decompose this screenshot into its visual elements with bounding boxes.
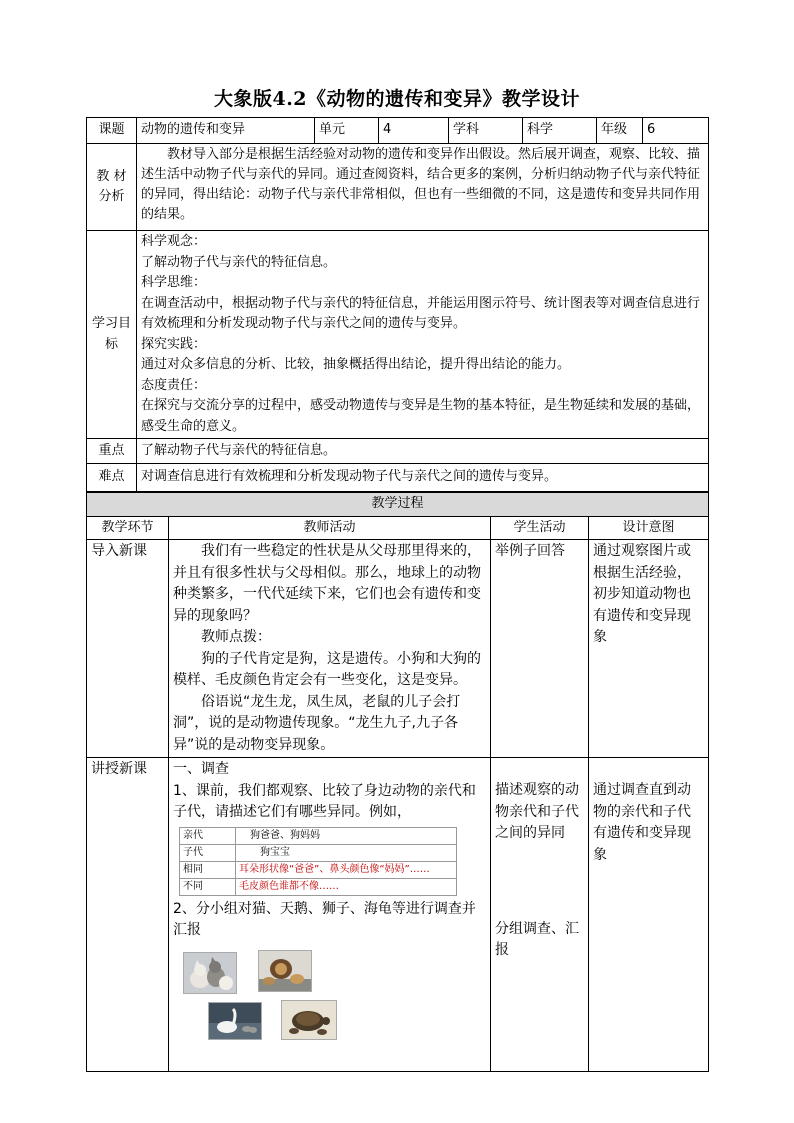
row1-student: 举例子回答: [491, 540, 589, 758]
row1-intent: 通过观察图片或根据生活经验，初步知道动物也有遗传和变异现象: [589, 540, 709, 758]
row1-stage: 导入新课: [87, 540, 169, 758]
col-stage-header: 教学环节: [87, 516, 169, 540]
swan-photo-icon: [209, 1003, 261, 1039]
topic-value: 动物的遗传和变异: [137, 118, 315, 144]
goal-heading-4: 态度责任：: [141, 377, 207, 393]
example-row: [180, 844, 457, 861]
process-table: [86, 492, 709, 1072]
unit-label: 单元: [315, 118, 379, 144]
row1-teacher-p3: 狗的子代肯定是狗，这是遗传。小狗和大狗的模样、毛皮颜色肯定会有一些变化，这是变异。: [173, 650, 481, 688]
goal-heading-1: 科学观念：: [141, 234, 207, 249]
goal-text-2: 在调查活动中，根据动物子代与亲代的特征信息，并能运用图示符号、统计图表等对调查信息进行有效梳理和分析发现动物子代与亲代之间的遗传与变异。: [141, 295, 701, 331]
grade-label: 年级: [597, 118, 643, 144]
cat-family-photo: [183, 952, 237, 994]
document-title: 大象版4.2《动物的遗传和变异》教学设计: [213, 88, 581, 110]
row2-student-b: 分组调查、汇报: [495, 920, 579, 958]
row2-intent: 通过调查直到动物的亲代和子代有遗传和变异现象: [589, 758, 709, 1072]
col-student-header: 学生活动: [491, 516, 589, 540]
turtle-photo-icon: [282, 1001, 336, 1039]
row2-teacher-line3: 2、分小组对猫、天鹅、狮子、海龟等进行调查并汇报: [173, 900, 476, 938]
col-teacher-header: 教师活动: [169, 516, 491, 540]
goal-heading-2: 科学思维：: [141, 275, 207, 290]
example-cell-label: 相同: [180, 861, 236, 878]
row1-teacher: [169, 540, 491, 758]
row2-teacher: [169, 758, 491, 1072]
goal-text-3: 通过对众多信息的分析、比较，抽象概括得出结论，提升得出结论的能力。: [141, 357, 571, 372]
unit-value: 4: [379, 118, 449, 144]
lion-photo-icon: [259, 951, 311, 991]
row1-teacher-p2: 教师点拨：: [201, 629, 271, 645]
grade-value: 6: [643, 118, 709, 144]
example-row: [180, 827, 457, 844]
topic-label: 课题: [87, 118, 137, 144]
row1-teacher-p1: 我们有一些稳定的性状是从父母那里得来的，并且有很多性状与父母相似。那么，地球上的动物种类繁多，一代代延续下来，它们也会有遗传和变异的现象吗？: [173, 543, 481, 624]
animal-photos: [173, 948, 486, 1043]
subject-value: 科学: [523, 118, 597, 144]
example-cell-value: 耳朵形状像“爸爸”、鼻头颜色像“妈妈”……: [236, 861, 457, 878]
example-cell-value: 毛皮颜色谁都不像……: [236, 878, 457, 895]
example-row: [180, 861, 457, 878]
key-label: 重点: [87, 439, 137, 464]
subject-label: 学科: [449, 118, 523, 144]
col-intent-header: 设计意图: [589, 516, 709, 540]
example-cell-value: 狗爸爸、狗妈妈: [236, 827, 457, 844]
process-header: 教学过程: [87, 493, 709, 517]
example-cell-value: 狗宝宝: [236, 844, 457, 861]
analysis-label: 教 材分析: [87, 144, 137, 231]
info-table: [86, 117, 709, 492]
row2-teacher-line1: 一、调查: [173, 761, 229, 777]
difficult-label: 难点: [87, 464, 137, 492]
analysis-text: 教材导入部分是根据生活经验对动物的遗传和变异作出假设。然后展开调查，观察、比较、描述生活中动物子代与亲代的异同。通过查阅资料，结合更多的案例，分析归纳动物子代与亲代特征的异同，得出结论：动物子代与亲代非常相似，但也有一些细微的不同，这是遗传和变异共同作用的结果。: [137, 144, 709, 231]
goal-text-4: 在探究与交流分享的过程中，感受动物遗传与变异是生物的基本特征，是生物延续和发展的基础，感受生命的意义。: [141, 398, 701, 434]
goals-label: 学习目标: [87, 231, 137, 439]
example-cell-label: 子代: [180, 844, 236, 861]
lion-family-photo: [258, 950, 312, 992]
goal-heading-3: 探究实践：: [141, 336, 207, 352]
example-row: [180, 878, 457, 895]
row2-student-a: 描述观察的动物亲代和子代之间的异同: [495, 782, 579, 841]
cat-photo-icon: [184, 953, 236, 993]
row2-stage: 讲授新课: [87, 758, 169, 1072]
difficult-text: 对调查信息进行有效梳理和分析发现动物子代与亲代之间的遗传与变异。: [137, 464, 709, 492]
row1-teacher-p4: 俗语说“龙生龙，凤生凤，老鼠的儿子会打洞”，说的是动物遗传现象。“龙生九子,九子各异”说的是动物变异现象。: [173, 693, 461, 753]
example-cell-label: 亲代: [180, 827, 236, 844]
goals-cell: [137, 231, 709, 439]
example-cell-label: 不同: [180, 878, 236, 895]
swan-family-photo: [208, 1002, 262, 1040]
turtle-family-photo: [281, 1000, 337, 1040]
row2-student: [491, 758, 589, 1072]
example-table: [179, 827, 457, 896]
key-text: 了解动物子代与亲代的特征信息。: [137, 439, 709, 464]
goal-text-1: 了解动物子代与亲代的特征信息。: [141, 254, 337, 270]
row2-teacher-line2: 1、课前，我们都观察、比较了身边动物的亲代和子代，请描述它们有哪些异同。例如，: [173, 782, 476, 820]
